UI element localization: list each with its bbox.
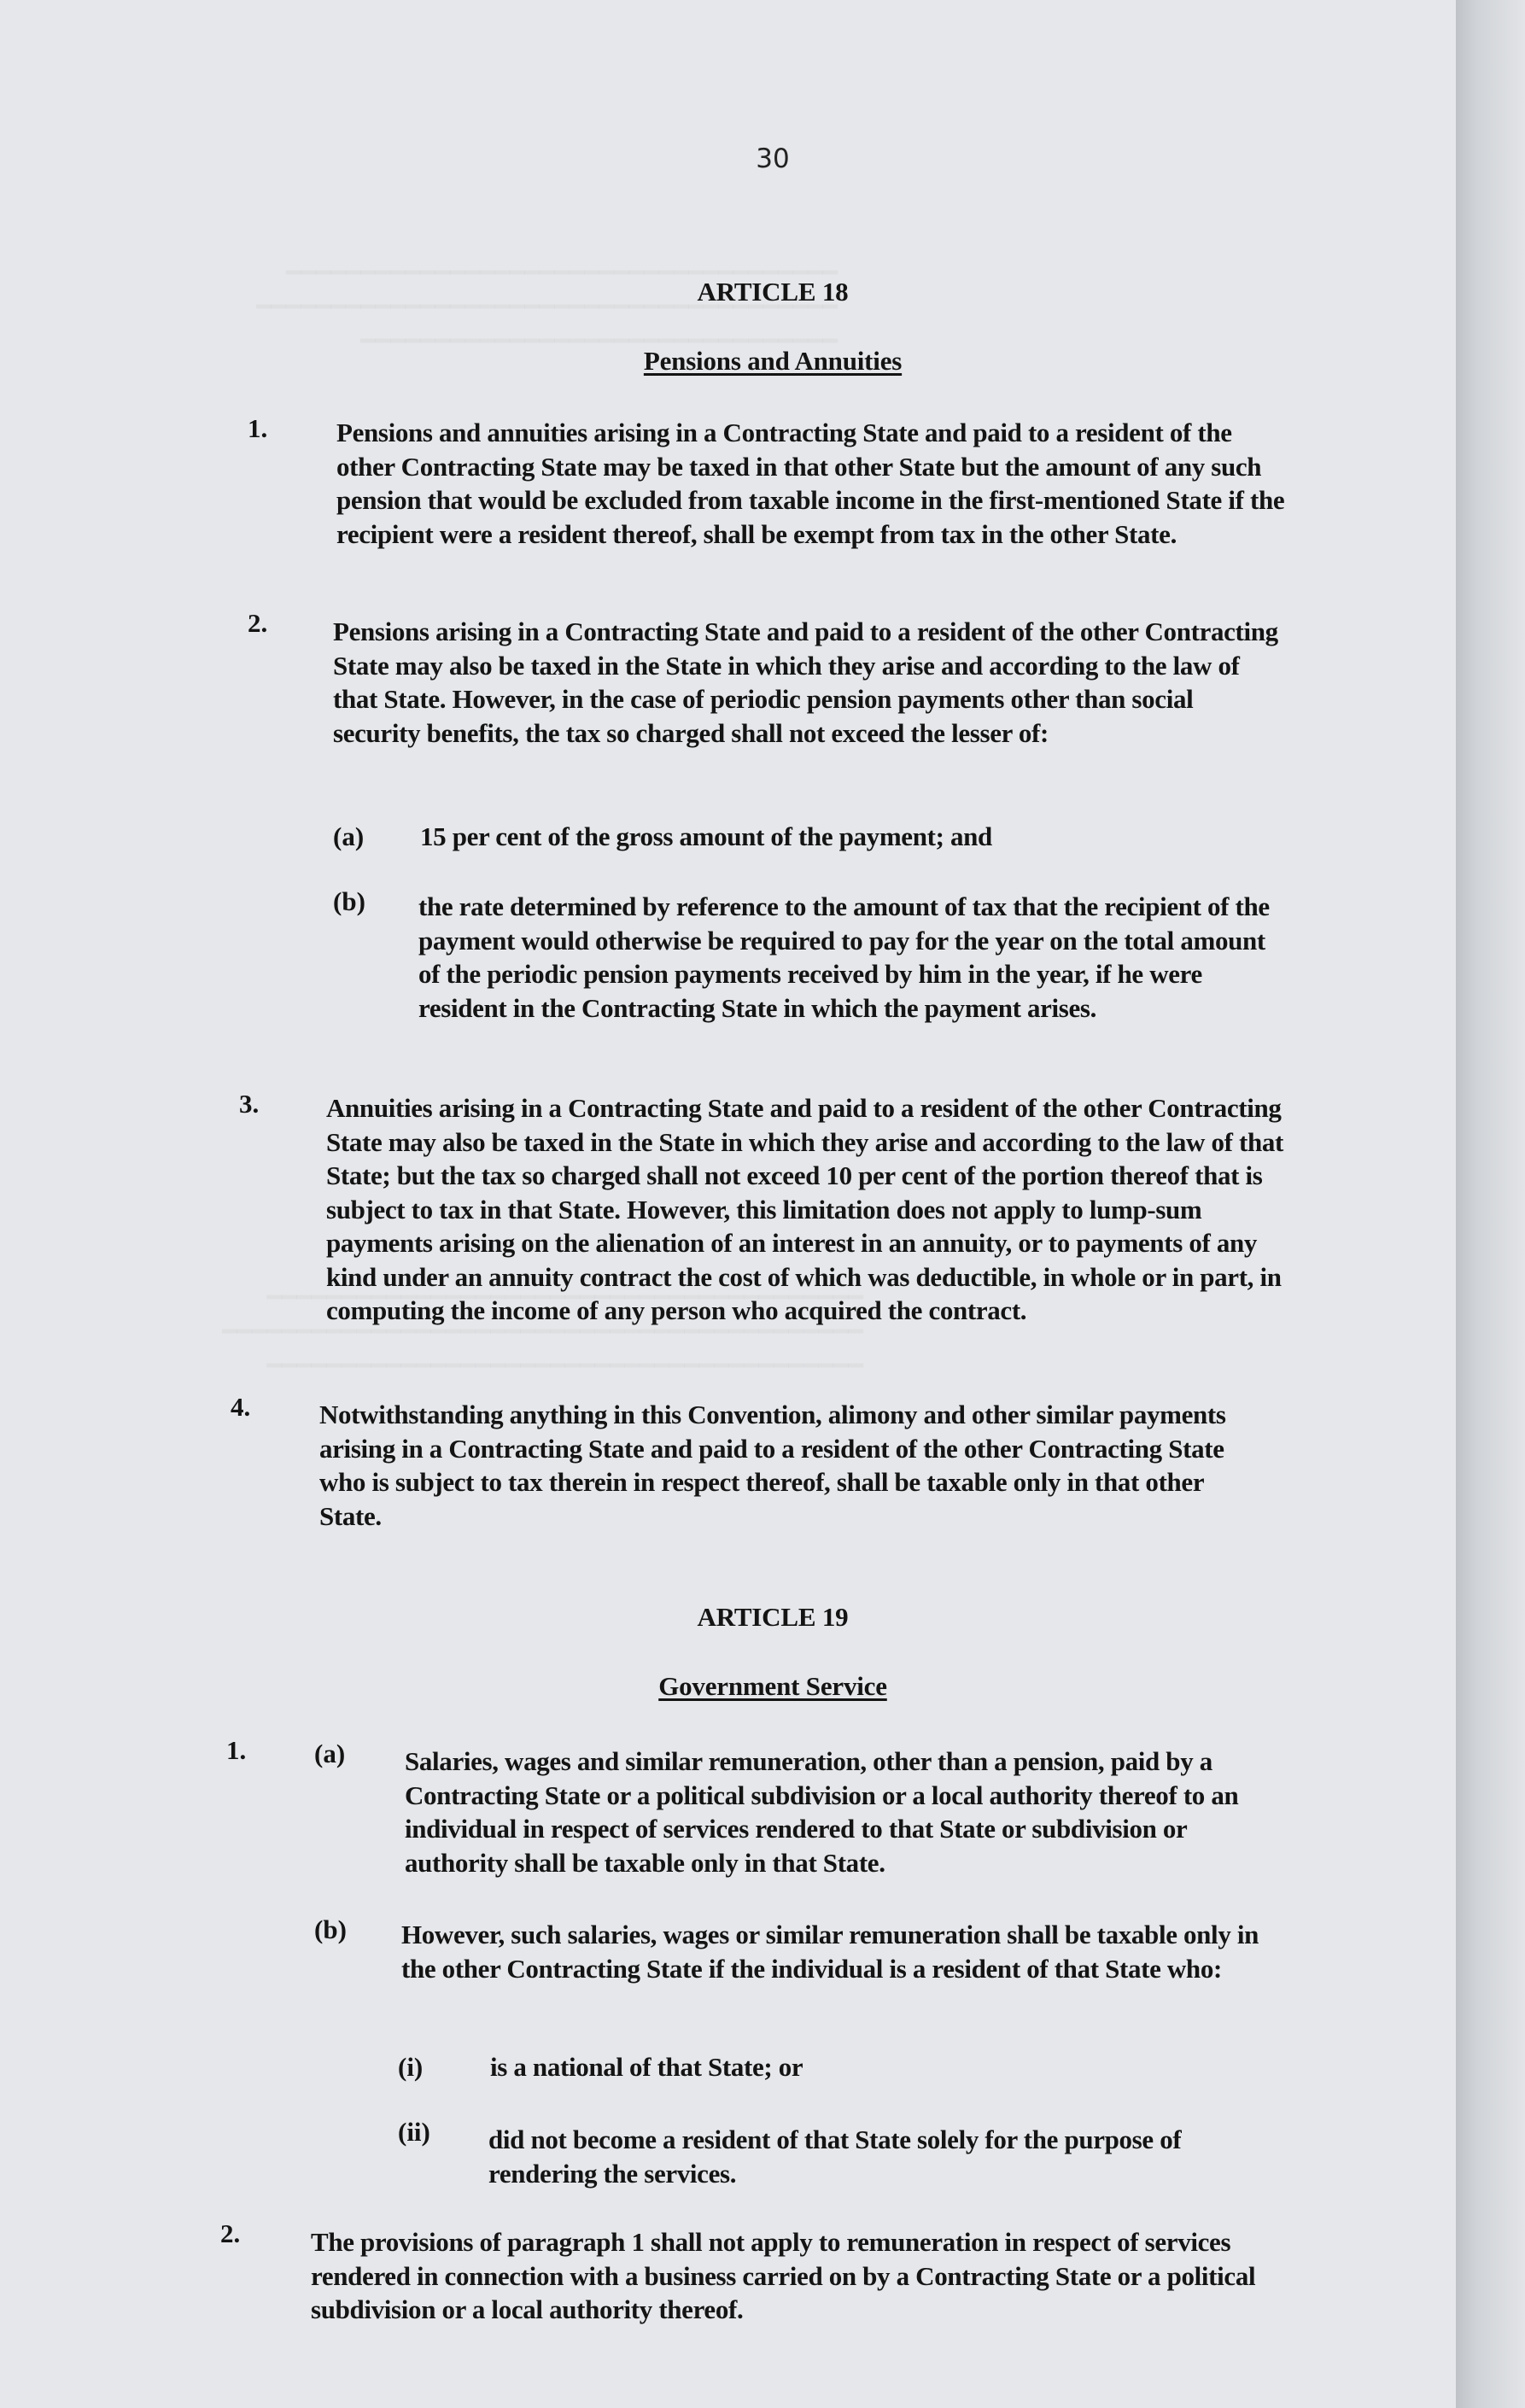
- article-19-item-b: However, such salaries, wages or similar remuneration shall be taxable only in the other Contracting State if the individual is a resident of that State who:: [401, 1920, 1259, 1984]
- article-18-paragraph-1: Pensions and annuities arising in a Contracting State and paid to a resident of the other Contracting State may be taxed in that other State but the amount of any such pension that would be excluded from taxable income in the first-mentioned State if the recipient were a resident thereof, shall be exempt from tax in the other State.: [336, 418, 1285, 549]
- article-19-item-a-label: (a): [314, 1739, 346, 1768]
- article-18-heading: ARTICLE 18: [697, 277, 849, 307]
- article-19-paragraph-1-number: 1.: [226, 1735, 247, 1765]
- article-18-paragraph-4: Notwithstanding anything in this Convention, alimony and other similar payments arising in a Contracting State and paid to a resident of the other Contracting State who is subject to tax therein in respect thereof, shall be taxable only in that other State.: [319, 1400, 1226, 1531]
- article-19-heading: ARTICLE 19: [697, 1602, 849, 1632]
- article-18-paragraph-3-number: 3.: [239, 1089, 260, 1119]
- article-18-paragraph-4-number: 4.: [231, 1392, 251, 1422]
- article-19-item-b-ii-label: (ii): [398, 2117, 430, 2147]
- article-19-paragraph-2-number: 2.: [220, 2218, 241, 2248]
- article-19-title: Government Service: [658, 1671, 887, 1701]
- article-18-paragraph-1-number: 1.: [248, 413, 268, 443]
- article-18-title: Pensions and Annuities: [643, 346, 903, 376]
- article-19-item-b-label: (b): [314, 1914, 347, 1944]
- article-19-item-b-i: is a national of that State; or: [490, 2052, 803, 2082]
- article-18-paragraph-3: Annuities arising in a Contracting State and paid to a resident of the other Contracting State may also be taxed in the State in which they arise and according to the law of that State; but the tax so charged shall not exceed 10 per cent of the portion thereof that is subject to tax in that State. However, this limitation does not apply to lump-sum payments arising on the alienation of an interest in an annuity, or to payments of any kind under an annuity contract the cost of which was deductible, in whole or in part, in computing the income of any person who acquired the contract.: [326, 1093, 1283, 1325]
- article-19-item-b-ii: did not become a resident of that State solely for the purpose of rendering the services.: [488, 2125, 1182, 2189]
- article-18-paragraph-2-number: 2.: [248, 608, 268, 638]
- article-19-item-a: Salaries, wages and similar remuneration, other than a pension, paid by a Contracting State or a political subdivision or a local authority thereof to an individual in respect of services rendered to that State or subdivision or authority shall be taxable only in that State.: [405, 1746, 1239, 1878]
- article-18-item-b-label: (b): [333, 886, 365, 916]
- article-19-paragraph-2: The provisions of paragraph 1 shall not apply to remuneration in respect of services rendered in connection with a business carried on by a Contracting State or a political subdivision or a local authority thereof.: [311, 2227, 1256, 2324]
- article-18-item-b: the rate determined by reference to the amount of tax that the recipient of the payment would otherwise be required to pay for the year on the total amount of the periodic pension payments received by him in the year, if he were resident in the Contracting State in which the payment arises.: [418, 891, 1270, 1023]
- article-18-item-a: 15 per cent of the gross amount of the payment; and: [420, 821, 992, 851]
- article-18-paragraph-2: Pensions arising in a Contracting State and paid to a resident of the other Contracting State may also be taxed in the State in which they arise and according to the law of that State. However, in the case of periodic pension payments other than social security benefits, the tax so charged shall not exceed the lesser of:: [333, 617, 1278, 748]
- page-number: 30: [756, 143, 790, 174]
- article-18-item-a-label: (a): [333, 821, 365, 851]
- show-through-texture: [256, 256, 838, 359]
- article-19-item-b-i-label: (i): [398, 2052, 424, 2082]
- page-edge-shadow: [1456, 0, 1525, 2408]
